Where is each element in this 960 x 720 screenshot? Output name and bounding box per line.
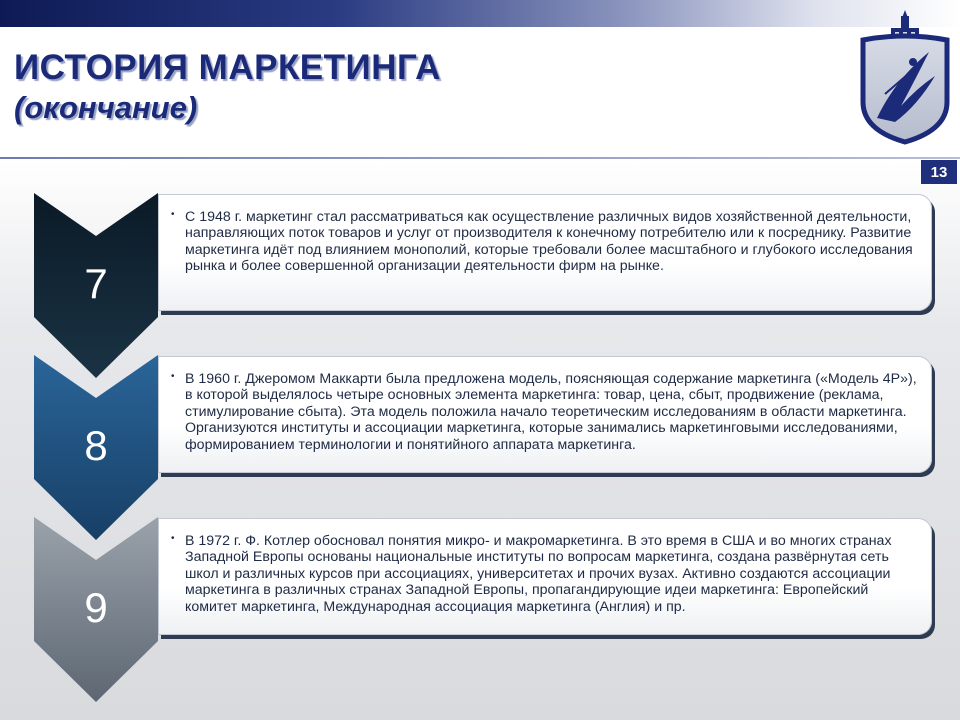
timeline-text-7: С 1948 г. маркетинг стал рассматриваться как осуществление различных видов хозяйственной деятельности, направляющих поток товаров и услуг от производителя к конечному потребителю или к посреднику. Развитие маркетинга идёт под влиянием монополий, которые требовали более масштабного и глубокого исследования рынка и более совершенной организации деятельности фирм на рынке. <box>185 209 913 275</box>
timeline-number-8: 8 <box>84 422 108 469</box>
bullet-icon: • <box>171 209 175 220</box>
timeline-card-8 <box>158 356 932 473</box>
page-number-badge: 13 <box>921 160 957 184</box>
bullet-icon: • <box>171 533 175 544</box>
slide-subtitle: (окончание) <box>14 90 198 125</box>
timeline-number-9: 9 <box>84 584 108 631</box>
timeline-card-9 <box>158 518 932 635</box>
slide-title: ИСТОРИЯ МАРКЕТИНГА <box>14 48 441 87</box>
timeline-number-7: 7 <box>84 260 108 307</box>
timeline-card-7 <box>158 194 932 311</box>
timeline-text-9: В 1972 г. Ф. Котлер обосновал понятия микро- и макромаркетинга. В это время в США и во многих странах Западной Европы основаны национальные институты по вопросам маркетинга, создана развёрнутая сеть школ и различных курсов при ассоциациях, университетах и прочих вузах. Активно создаются ассоциации маркетинга в различных странах Западной Европы, пропагандирующие идеи маркетинга: Европейский комитет маркетинга, Международная ассоциация маркетинга (Англия) и пр. <box>185 533 892 615</box>
bullet-icon: • <box>171 371 175 382</box>
timeline-text-8: В 1960 г. Джеромом Маккарти была предложена модель, поясняющая содержание маркетинга («Модель 4P»), в которой выделялось четыре основных элемента маркетинга: товар, цена, сбыт, продвижение (реклама, стимулирование сбыта). Эта модель положила начало теоретическим исследованиям в области маркетинга. Организуются институты и ассоциации маркетинга, которые занимались маркетинговыми исследованиями, формированием терминологии и понятийного аппарата маркетинга. <box>185 371 917 453</box>
